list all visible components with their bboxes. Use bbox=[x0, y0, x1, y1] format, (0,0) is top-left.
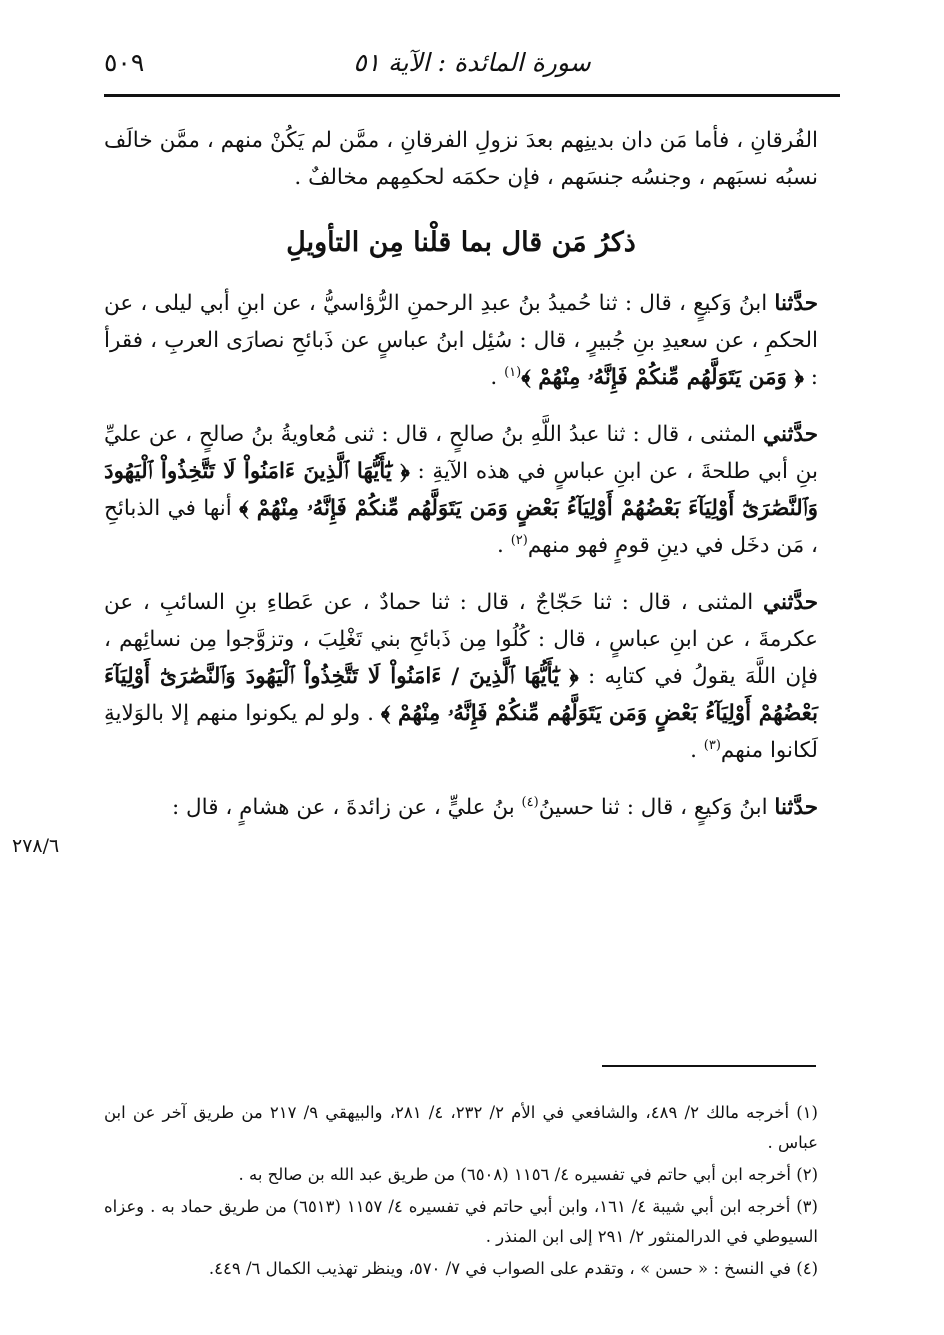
surah-title: سورة المائدة : الآية ٥١ bbox=[353, 48, 591, 77]
main-text bbox=[104, 122, 818, 846]
narration-text: . bbox=[490, 365, 505, 390]
narration-text: ابنُ وَكيعٍ ، قال : ثنا حسينُ bbox=[538, 795, 775, 820]
footnote-ref: (٣) bbox=[703, 737, 721, 753]
narration-lead: حدَّثني bbox=[763, 590, 818, 615]
header-rule bbox=[104, 94, 840, 97]
footnote-ref: (١) bbox=[504, 364, 522, 380]
narration-text: أنها في الذبائحِ ، مَن دخَل في دينِ قومٍ فهو منهم bbox=[104, 496, 818, 558]
narration-3 bbox=[104, 584, 818, 769]
footnote-ref: (٤) bbox=[521, 794, 539, 810]
narration-text: ابنُ وَكيعٍ ، قال : ثنا حُميدُ بنُ عبدِ الرحمنِ الرُّؤاسيُّ ، عن ابنِ أبي ليلى ، عن الحكمِ ، عن سعيدِ بنِ جُبيرٍ ، قال : سُئِل ابنُ عباسٍ عن ذَبائحِ نصارَى العربِ ، فقرأ : bbox=[104, 291, 818, 390]
narration-4 bbox=[104, 789, 818, 826]
narration-text: . ولو لم يكونوا منهم إلا بالوَلايةِ لَكانوا منهم bbox=[104, 701, 818, 763]
footnotes bbox=[104, 1098, 818, 1286]
margin-page-reference: ٢٧٨/٦ bbox=[12, 835, 60, 857]
narration-text: . bbox=[497, 533, 511, 558]
narration-lead: حدَّثنا bbox=[774, 291, 818, 316]
quran-verse: ﴿ وَمَن يَتَوَلَّهُم مِّنكُمْ فَإِنَّهُۥ مِنْهُمْ ﴾ bbox=[521, 365, 804, 390]
narration-lead: حدَّثنا bbox=[774, 795, 818, 820]
narration-2 bbox=[104, 416, 818, 564]
section-heading: ذكرُ مَن قال بما قلْنا مِن التأويلِ bbox=[286, 227, 636, 258]
page-number: ٥٠٩ bbox=[104, 48, 145, 77]
narration-lead: حدَّثني bbox=[763, 422, 818, 447]
narration-text: المثنى ، قال : ثنا حَجّاجٌ ، قال : ثنا حمادٌ ، عن عَطاءِ بنِ السائبِ ، عن عكرمةَ ، عن ابنِ عباسٍ ، قال : كُلُوا مِن ذَبائحِ بني تَغْلِبَ ، وتزوَّجوا مِن نسائِهم ، فإن اللَّهَ يقولُ في كتابِه : bbox=[104, 590, 818, 689]
quran-verse: ﴿ يَٰٓأَيُّهَا ٱلَّذِينَ ءَامَنُواْ لَا تَتَّخِذُواْ ٱلْيَهُودَ وَٱلنَّصَٰرَىٰٓ أَوْلِيَآءَ بَعْضُهُمْ أَوْلِيَآءُ بَعْضٍ وَمَن يَتَوَلَّهُم مِّنكُمْ فَإِنَّهُۥ مِنْهُمْ ﴾ bbox=[104, 459, 818, 521]
footnote-ref: (٢) bbox=[510, 532, 528, 548]
footnote-1: (١) أخرجه مالك ٢/ ٤٨٩، والشافعي في الأم ٢/ ٢٣٢، ٤/ ٢٨١، والبيهقي ٩/ ٢١٧ من طريق آخر عن ابن عباس . bbox=[104, 1103, 818, 1152]
footnote-3: (٣) أخرجه ابن أبي شيبة ٤/ ١٦١، وابن أبي حاتم في تفسيره ٤/ ١١٥٧ (٦٥١٣) من طريق حماد به . وعزاه السيوطي في الدرالمنثور ٢/ ٢٩١ إلى ابن المنذر . bbox=[104, 1197, 818, 1246]
narration-text: . bbox=[690, 738, 704, 763]
footnote-4: (٤) في النسخ : « حسن » ، وتقدم على الصواب في ٧/ ٥٧٠، وينظر تهذيب الكمال ٦/ ٤٤٩. bbox=[208, 1259, 818, 1278]
running-header bbox=[104, 44, 840, 92]
intro-paragraph: الفُرقانِ ، فأما مَن دان بدينِهم بعدَ نزولِ الفرقانِ ، ممَّن لم يَكُنْ منهم ، ممَّن خالَف نسبُه نسبَهم ، وجنسُه جنسَهم ، فإن حكمَه لحكمِهم مخالفٌ . bbox=[104, 128, 818, 190]
quran-verse: ﴿ يَٰٓأَيُّهَا ٱلَّذِينَ / ءَامَنُواْ لَا تَتَّخِذُواْ ٱلْيَهُودَ وَٱلنَّصَٰرَىٰٓ أَوْلِيَآءَ بَعْضُهُمْ أَوْلِيَآءُ بَعْضٍ وَمَن يَتَوَلَّهُم مِّنكُمْ فَإِنَّهُۥ مِنْهُمْ ﴾ bbox=[104, 664, 818, 726]
footnote-separator bbox=[602, 1065, 816, 1067]
narration-text: المثنى ، قال : ثنا عبدُ اللَّهِ بنُ صالحٍ ، قال : ثنى مُعاويةُ بنُ صالحٍ ، عن عليِّ بنِ أبي طلحةَ ، عن ابنِ عباسٍ في هذه الآيةِ : bbox=[104, 422, 819, 484]
footnote-2: (٢) أخرجه ابن أبي حاتم في تفسيره ٤/ ١١٥٦ (٦٥٠٨) من طريق عبد الله بن صالح به . bbox=[238, 1165, 818, 1184]
narration-1 bbox=[104, 285, 818, 396]
narration-text: بنُ عليٍّ ، عن زائدةَ ، عن هشامٍ ، قال : bbox=[171, 795, 522, 820]
